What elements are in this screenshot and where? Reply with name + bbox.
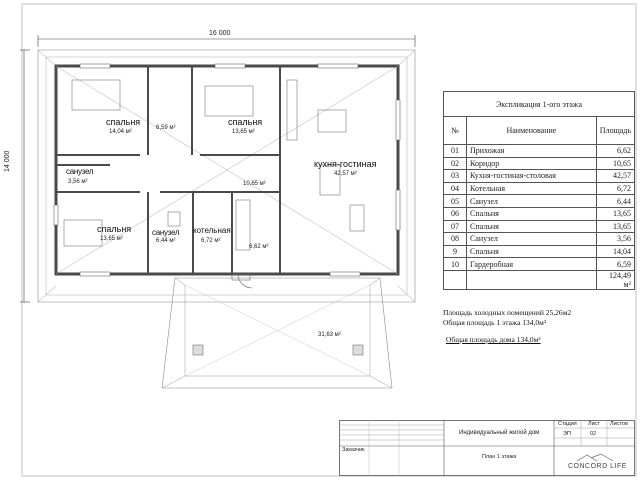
table-row [444,220,635,233]
sheet-value: 02 [590,431,597,437]
sheet-label: Лист [588,421,600,427]
stage-value: ЭП [563,431,571,437]
schedule-title: Экспликация 1-ого этажа [444,92,635,117]
row-area: 6,62 [596,145,634,158]
row-area: 3,56 [596,233,634,246]
row-name: Коридор [467,157,597,170]
table-row [444,170,635,183]
row-name: Прихожая [467,145,597,158]
row-area: 42,57 [596,170,634,183]
room-area-terrace: 31,63 м² [318,332,341,338]
project-name: Индивидуальный жилой дом [459,430,540,436]
company-name: CONCORD LIFE [568,463,627,470]
schedule-header-name: Наименование [467,117,597,145]
row-number: 04 [444,182,467,195]
terrace-roof [162,278,392,388]
row-name: Спальня [467,245,597,258]
room-label-bathroom-small: санузел [66,167,94,176]
row-number: 02 [444,157,467,170]
row-area: 13,65 [596,220,634,233]
room-label-bedroom-1: спальня [106,117,141,127]
stage-label: Стадия [558,421,577,427]
table-total-row [444,270,635,289]
room-area-bedroom-2: 13,65 м² [232,129,255,135]
customer-label: Заказчик [342,447,365,453]
table-row [444,145,635,158]
room-schedule-table [443,91,635,290]
row-area: 13,65 [596,207,634,220]
total-width-dimension: 16 000 [209,30,231,37]
room-area-corridor: 10,65 м² [243,181,266,187]
row-number: 07 [444,220,467,233]
table-row [444,233,635,246]
row-name: Кухня-гостиная-столовая [467,170,597,183]
row-name: Гардеробная [467,258,597,271]
row-number: 01 [444,145,467,158]
row-name: Санузел [467,195,597,208]
room-area-bathroom-small: 3,56 м² [68,179,88,185]
room-area-boiler: 6,72 м² [201,238,221,244]
house-area-note: Общая площадь дома 134,0м² [446,335,541,344]
schedule-total: 124,49 м² [596,270,634,289]
room-area-hall: 6,62 м² [249,244,269,250]
row-number: 06 [444,207,467,220]
total-height-dimension: 14 000 [4,150,11,172]
floor-area-note: Общая площадь 1 этажа 134,0м² [443,318,547,327]
room-area-wardrobe: 6,59 м² [156,125,176,131]
room-label-bathroom: санузел [152,228,180,237]
room-area-bedroom-1: 14,04 м² [109,129,132,135]
row-area: 6,44 [596,195,634,208]
row-area: 14,04 [596,245,634,258]
schedule-header-number: № [444,117,467,145]
row-name: Санузел [467,233,597,246]
table-row [444,258,635,271]
table-row [444,182,635,195]
row-number: 05 [444,195,467,208]
company-logo-icon [575,453,615,463]
room-label-bedroom-2: спальня [228,117,263,127]
room-area-bedroom-3: 13,65 м² [100,236,123,242]
room-area-kitchen-living: 42,57 м² [334,171,357,177]
schedule-header-area: Площадь [596,117,634,145]
row-number: 9 [444,245,467,258]
row-name: Котельная [467,182,597,195]
row-area: 10,65 [596,157,634,170]
table-row [444,207,635,220]
row-area: 6,59 [596,258,634,271]
sheets-label: Листов [610,421,628,427]
room-label-kitchen-living: кухня-гостиная [314,159,377,169]
room-label-bedroom-3: спальня [97,224,132,234]
title-block [339,420,635,476]
row-number: 10 [444,258,467,271]
room-area-bathroom: 6,44 м² [156,238,176,244]
row-number: 08 [444,233,467,246]
room-label-boiler: котельная [193,226,231,235]
table-row [444,245,635,258]
table-row [444,195,635,208]
row-name: Спальня [467,207,597,220]
row-name: Спальня [467,220,597,233]
row-number: 03 [444,170,467,183]
table-row [444,157,635,170]
sheet-name: План 1 этажа [482,454,517,460]
row-area: 6,72 [596,182,634,195]
cold-area-note: Площадь холодных помещений 25,26м2 [443,308,572,317]
roof-outline [38,50,415,302]
